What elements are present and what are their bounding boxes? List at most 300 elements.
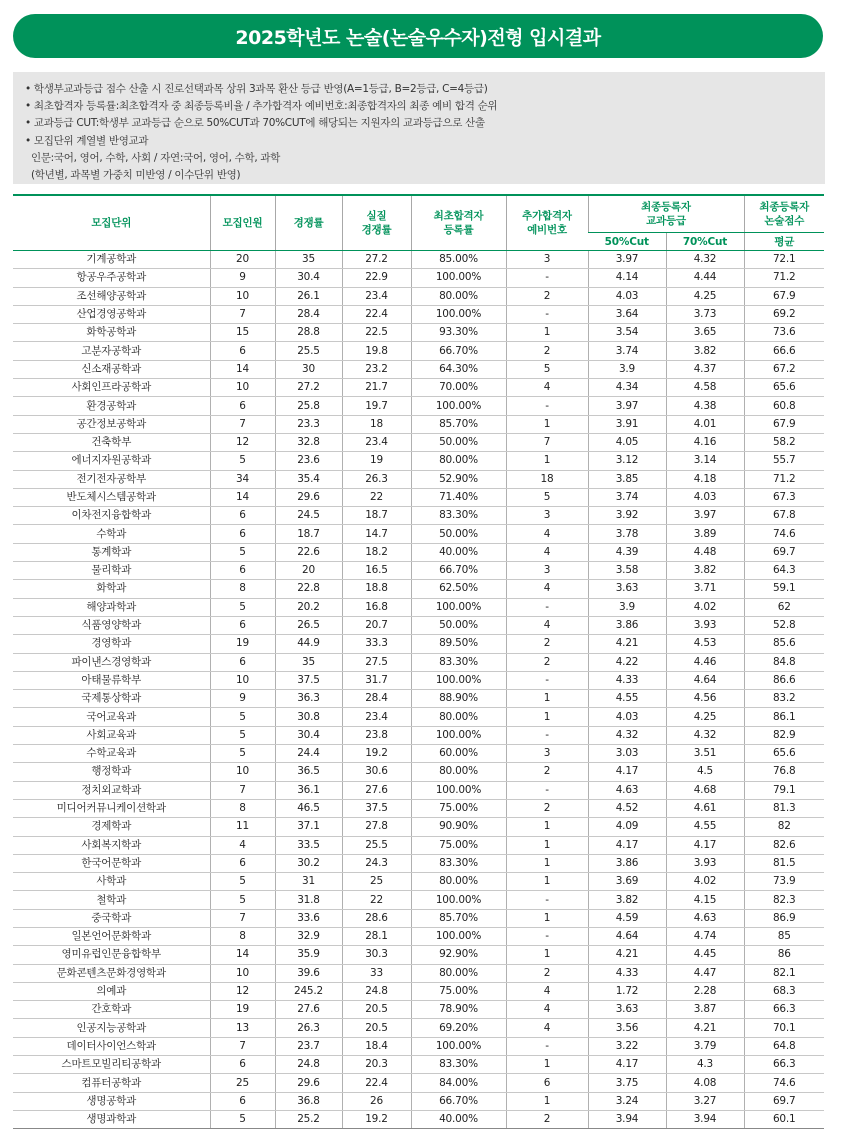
- table-cell: 100.00%: [411, 305, 506, 323]
- table-cell: 70.00%: [411, 379, 506, 397]
- table-row: [13, 525, 824, 543]
- table-cell: 일본언어문화학과: [13, 927, 210, 945]
- table-cell: 12: [210, 982, 275, 1000]
- table-cell: 철학과: [13, 891, 210, 909]
- table-cell: 100.00%: [411, 671, 506, 689]
- table-cell: 1: [506, 818, 588, 836]
- table-cell: 5: [506, 488, 588, 506]
- table-cell: 81.3: [744, 799, 824, 817]
- table-cell: 23.4: [342, 708, 411, 726]
- table-row: [13, 745, 824, 763]
- table-cell: 55.7: [744, 452, 824, 470]
- table-cell: 4.33: [588, 671, 666, 689]
- table-cell: 10: [210, 379, 275, 397]
- table-cell: 30.4: [275, 269, 342, 287]
- header-initial-registration: 최초합격자 등록률: [411, 195, 506, 251]
- table-cell: 화학공학과: [13, 324, 210, 342]
- table-cell: 67.2: [744, 360, 824, 378]
- table-cell: 83.2: [744, 690, 824, 708]
- table-cell: 4.53: [666, 635, 744, 653]
- table-cell: 28.8: [275, 324, 342, 342]
- table-row: [13, 982, 824, 1000]
- table-cell: 64.30%: [411, 360, 506, 378]
- table-cell: 69.7: [744, 1092, 824, 1110]
- table-cell: 23.4: [342, 287, 411, 305]
- table-row: [13, 287, 824, 305]
- table-cell: 30.3: [342, 946, 411, 964]
- header-extra-waitlist: 추가합격자 예비번호: [506, 195, 588, 251]
- table-row: [13, 818, 824, 836]
- table-cell: 22.9: [342, 269, 411, 287]
- table-cell: 100.00%: [411, 397, 506, 415]
- table-cell: 10: [210, 671, 275, 689]
- table-cell: 해양과학과: [13, 598, 210, 616]
- table-cell: 3.56: [588, 1019, 666, 1037]
- table-cell: 26.3: [342, 470, 411, 488]
- table-cell: 3.69: [588, 873, 666, 891]
- table-cell: 사회인프라공학과: [13, 379, 210, 397]
- table-cell: 3.63: [588, 580, 666, 598]
- table-cell: 40.00%: [411, 1110, 506, 1128]
- table-cell: 23.4: [342, 433, 411, 451]
- table-cell: 3: [506, 251, 588, 269]
- table-row: [13, 433, 824, 451]
- table-cell: 82.3: [744, 891, 824, 909]
- table-cell: 24.5: [275, 507, 342, 525]
- table-cell: 항공우주공학과: [13, 269, 210, 287]
- table-cell: -: [506, 781, 588, 799]
- table-cell: 9: [210, 690, 275, 708]
- table-cell: 100.00%: [411, 927, 506, 945]
- table-cell: 23.7: [275, 1037, 342, 1055]
- table-cell: 19: [210, 1001, 275, 1019]
- table-cell: 20.2: [275, 598, 342, 616]
- table-row: [13, 781, 824, 799]
- table-cell: 71.2: [744, 470, 824, 488]
- table-cell: 고분자공학과: [13, 342, 210, 360]
- table-cell: 32.8: [275, 433, 342, 451]
- table-cell: 30.4: [275, 726, 342, 744]
- table-cell: 3.71: [666, 580, 744, 598]
- table-cell: 3.86: [588, 854, 666, 872]
- table-cell: 36.5: [275, 763, 342, 781]
- table-cell: 26.1: [275, 287, 342, 305]
- table-cell: 74.6: [744, 525, 824, 543]
- table-cell: 에너지자원공학과: [13, 452, 210, 470]
- table-cell: 4: [506, 580, 588, 598]
- table-cell: 4.68: [666, 781, 744, 799]
- table-cell: 10: [210, 287, 275, 305]
- note-line: • 학생부교과등급 점수 산출 시 진로선택과목 상위 3과목 환산 등급 반영(A=1등급, B=2등급, C=4등급): [25, 83, 488, 95]
- table-cell: 수학과: [13, 525, 210, 543]
- table-cell: 3.94: [666, 1110, 744, 1128]
- table-row: [13, 927, 824, 945]
- table-cell: 23.2: [342, 360, 411, 378]
- table-cell: 6: [210, 653, 275, 671]
- table-cell: 66.3: [744, 1001, 824, 1019]
- table-cell: -: [506, 269, 588, 287]
- table-cell: 4.46: [666, 653, 744, 671]
- table-cell: 67.8: [744, 507, 824, 525]
- table-cell: 1: [506, 324, 588, 342]
- table-cell: 83.30%: [411, 854, 506, 872]
- table-cell: 4.52: [588, 799, 666, 817]
- table-cell: 82: [744, 818, 824, 836]
- table-row: [13, 708, 824, 726]
- table-cell: 22.4: [342, 1074, 411, 1092]
- table-cell: 66.70%: [411, 562, 506, 580]
- table-cell: 25: [342, 873, 411, 891]
- table-cell: 18.7: [342, 507, 411, 525]
- table-cell: 사회복지학과: [13, 836, 210, 854]
- table-cell: 9: [210, 269, 275, 287]
- table-cell: 64.8: [744, 1037, 824, 1055]
- table-cell: 58.2: [744, 433, 824, 451]
- table-cell: 2.28: [666, 982, 744, 1000]
- table-cell: 24.4: [275, 745, 342, 763]
- table-cell: 3.86: [588, 616, 666, 634]
- table-cell: 1: [506, 1092, 588, 1110]
- table-cell: 6: [210, 342, 275, 360]
- table-cell: 3.97: [666, 507, 744, 525]
- table-cell: 3.14: [666, 452, 744, 470]
- table-cell: 생명공학과: [13, 1092, 210, 1110]
- table-cell: 4.63: [666, 909, 744, 927]
- table-cell: 22.8: [275, 580, 342, 598]
- table-cell: 행정학과: [13, 763, 210, 781]
- table-row: [13, 1056, 824, 1074]
- table-cell: 산업경영공학과: [13, 305, 210, 323]
- header-cut50: 50%Cut: [588, 233, 666, 251]
- table-cell: 76.8: [744, 763, 824, 781]
- table-cell: 92.90%: [411, 946, 506, 964]
- table-cell: -: [506, 598, 588, 616]
- table-cell: 66.3: [744, 1056, 824, 1074]
- table-cell: 80.00%: [411, 964, 506, 982]
- table-cell: 7: [210, 305, 275, 323]
- table-cell: 3.91: [588, 415, 666, 433]
- table-cell: 69.2: [744, 305, 824, 323]
- table-row: [13, 616, 824, 634]
- table-cell: 전기전자공학부: [13, 470, 210, 488]
- table-row: [13, 415, 824, 433]
- table-cell: 22.4: [342, 305, 411, 323]
- table-cell: 이차전지융합학과: [13, 507, 210, 525]
- table-cell: 2: [506, 964, 588, 982]
- table-cell: 27.6: [342, 781, 411, 799]
- table-cell: 3.85: [588, 470, 666, 488]
- table-cell: 5: [210, 708, 275, 726]
- table-cell: 22.5: [342, 324, 411, 342]
- table-cell: 84.8: [744, 653, 824, 671]
- table-cell: 80.00%: [411, 452, 506, 470]
- table-cell: 100.00%: [411, 1037, 506, 1055]
- table-cell: 3.24: [588, 1092, 666, 1110]
- table-cell: 22: [342, 891, 411, 909]
- table-cell: 18: [506, 470, 588, 488]
- table-cell: 1: [506, 909, 588, 927]
- table-cell: 80.00%: [411, 763, 506, 781]
- table-cell: 35.9: [275, 946, 342, 964]
- table-cell: 3.63: [588, 1001, 666, 1019]
- table-row: [13, 854, 824, 872]
- table-cell: 7: [210, 1037, 275, 1055]
- table-cell: 35: [275, 653, 342, 671]
- table-cell: 정치외교학과: [13, 781, 210, 799]
- table-row: [13, 488, 824, 506]
- table-cell: 4.08: [666, 1074, 744, 1092]
- table-cell: 82.1: [744, 964, 824, 982]
- table-cell: 68.3: [744, 982, 824, 1000]
- table-cell: 4.33: [588, 964, 666, 982]
- table-cell: -: [506, 671, 588, 689]
- table-cell: 86.9: [744, 909, 824, 927]
- table-cell: 84.00%: [411, 1074, 506, 1092]
- note-line: 인문:국어, 영어, 수학, 사회 / 자연:국어, 영어, 수학, 과학: [31, 151, 281, 164]
- table-cell: 60.8: [744, 397, 824, 415]
- table-cell: 통계학과: [13, 543, 210, 561]
- table-row: [13, 251, 824, 269]
- table-cell: 82.9: [744, 726, 824, 744]
- table-cell: 3.51: [666, 745, 744, 763]
- table-row: [13, 653, 824, 671]
- table-cell: 3.03: [588, 745, 666, 763]
- table-cell: 6: [210, 397, 275, 415]
- table-cell: 85.6: [744, 635, 824, 653]
- table-cell: 85.70%: [411, 909, 506, 927]
- table-cell: 14: [210, 488, 275, 506]
- table-cell: 사학과: [13, 873, 210, 891]
- table-row: [13, 452, 824, 470]
- table-cell: 83.30%: [411, 1056, 506, 1074]
- results-table: [13, 194, 824, 1129]
- table-row: [13, 799, 824, 817]
- table-cell: 19.7: [342, 397, 411, 415]
- table-cell: 2: [506, 342, 588, 360]
- table-cell: 8: [210, 927, 275, 945]
- table-cell: 24.8: [342, 982, 411, 1000]
- table-cell: 37.1: [275, 818, 342, 836]
- table-cell: 32.9: [275, 927, 342, 945]
- table-cell: 3.82: [588, 891, 666, 909]
- table-cell: 2: [506, 1110, 588, 1128]
- table-cell: 3: [506, 745, 588, 763]
- table-cell: 4.25: [666, 708, 744, 726]
- table-cell: 3.54: [588, 324, 666, 342]
- table-cell: 18: [342, 415, 411, 433]
- table-cell: 24.3: [342, 854, 411, 872]
- table-cell: 4.58: [666, 379, 744, 397]
- table-cell: 52.90%: [411, 470, 506, 488]
- table-cell: 식품영양학과: [13, 616, 210, 634]
- table-cell: 아태물류학부: [13, 671, 210, 689]
- table-cell: 19: [210, 635, 275, 653]
- table-cell: 7: [210, 909, 275, 927]
- table-cell: 78.90%: [411, 1001, 506, 1019]
- table-cell: 6: [210, 616, 275, 634]
- table-cell: 30: [275, 360, 342, 378]
- table-cell: 4.09: [588, 818, 666, 836]
- table-row: [13, 305, 824, 323]
- table-cell: 27.2: [342, 251, 411, 269]
- header-final-grade: 최종등록자 교과등급: [588, 195, 744, 233]
- table-cell: 5: [506, 360, 588, 378]
- table-cell: -: [506, 305, 588, 323]
- table-cell: 67.9: [744, 415, 824, 433]
- table-cell: 20: [210, 251, 275, 269]
- table-cell: 19.8: [342, 342, 411, 360]
- table-cell: 6: [210, 1056, 275, 1074]
- table-cell: 1.72: [588, 982, 666, 1000]
- table-row: [13, 1110, 824, 1128]
- table-cell: 3.73: [666, 305, 744, 323]
- table-cell: 25.5: [342, 836, 411, 854]
- table-cell: 20.3: [342, 1056, 411, 1074]
- table-cell: 86.6: [744, 671, 824, 689]
- table-cell: 27.2: [275, 379, 342, 397]
- table-cell: 5: [210, 543, 275, 561]
- table-cell: 4.22: [588, 653, 666, 671]
- table-cell: 83.30%: [411, 653, 506, 671]
- table-cell: 3.93: [666, 616, 744, 634]
- table-cell: 20.7: [342, 616, 411, 634]
- table-cell: 4.21: [588, 635, 666, 653]
- table-cell: 4.59: [588, 909, 666, 927]
- table-cell: 3.89: [666, 525, 744, 543]
- table-cell: 27.5: [342, 653, 411, 671]
- table-cell: 수학교육과: [13, 745, 210, 763]
- table-row: [13, 1019, 824, 1037]
- table-cell: 4: [506, 379, 588, 397]
- table-cell: 4.55: [666, 818, 744, 836]
- table-cell: 4.48: [666, 543, 744, 561]
- table-cell: 100.00%: [411, 269, 506, 287]
- table-cell: 25.8: [275, 397, 342, 415]
- table-cell: 4.17: [588, 1056, 666, 1074]
- table-row: [13, 671, 824, 689]
- table-cell: 4.16: [666, 433, 744, 451]
- table-cell: 5: [210, 726, 275, 744]
- table-cell: 31: [275, 873, 342, 891]
- table-cell: 경영학과: [13, 635, 210, 653]
- table-cell: 1: [506, 415, 588, 433]
- table-cell: -: [506, 397, 588, 415]
- table-cell: 16.8: [342, 598, 411, 616]
- table-cell: 1: [506, 836, 588, 854]
- table-cell: 화학과: [13, 580, 210, 598]
- table-cell: 16.5: [342, 562, 411, 580]
- table-cell: 건축학부: [13, 433, 210, 451]
- table-cell: 5: [210, 891, 275, 909]
- table-cell: 1: [506, 452, 588, 470]
- table-cell: 69.7: [744, 543, 824, 561]
- table-row: [13, 836, 824, 854]
- table-cell: 4.56: [666, 690, 744, 708]
- table-row: [13, 562, 824, 580]
- table-cell: 4.5: [666, 763, 744, 781]
- table-cell: 4: [506, 982, 588, 1000]
- table-cell: 33.3: [342, 635, 411, 653]
- table-cell: 31.7: [342, 671, 411, 689]
- table-cell: 14: [210, 360, 275, 378]
- table-cell: 4.05: [588, 433, 666, 451]
- table-cell: 4.3: [666, 1056, 744, 1074]
- table-cell: 사회교육과: [13, 726, 210, 744]
- table-cell: 3.87: [666, 1001, 744, 1019]
- table-cell: 4.45: [666, 946, 744, 964]
- header-avg: 평균: [744, 233, 824, 251]
- notes-box: [13, 72, 825, 184]
- table-cell: 100.00%: [411, 891, 506, 909]
- table-cell: 4.32: [666, 251, 744, 269]
- table-cell: 85.00%: [411, 251, 506, 269]
- table-cell: 35: [275, 251, 342, 269]
- table-cell: 86.1: [744, 708, 824, 726]
- table-cell: 66.6: [744, 342, 824, 360]
- table-cell: 30.6: [342, 763, 411, 781]
- note-line: • 모집단위 계열별 반영교과: [25, 134, 149, 147]
- table-cell: 4: [506, 525, 588, 543]
- table-cell: 4.15: [666, 891, 744, 909]
- table-cell: 88.90%: [411, 690, 506, 708]
- table-cell: 100.00%: [411, 598, 506, 616]
- table-cell: 28.4: [342, 690, 411, 708]
- table-row: [13, 598, 824, 616]
- table-cell: 18.8: [342, 580, 411, 598]
- table-cell: 100.00%: [411, 781, 506, 799]
- table-cell: 3.97: [588, 251, 666, 269]
- table-cell: 1: [506, 854, 588, 872]
- table-row: [13, 507, 824, 525]
- table-cell: 85: [744, 927, 824, 945]
- table-cell: 30.8: [275, 708, 342, 726]
- table-cell: 4.25: [666, 287, 744, 305]
- table-cell: 33.6: [275, 909, 342, 927]
- table-cell: 4.17: [588, 836, 666, 854]
- table-cell: 66.70%: [411, 342, 506, 360]
- table-cell: 스마트모빌리티공학과: [13, 1056, 210, 1074]
- table-cell: 6: [210, 507, 275, 525]
- table-cell: 15: [210, 324, 275, 342]
- table-cell: 37.5: [275, 671, 342, 689]
- table-cell: 간호학과: [13, 1001, 210, 1019]
- table-cell: 10: [210, 964, 275, 982]
- table-cell: 국제통상학과: [13, 690, 210, 708]
- table-cell: 3.78: [588, 525, 666, 543]
- table-cell: 81.5: [744, 854, 824, 872]
- table-cell: 파이낸스경영학과: [13, 653, 210, 671]
- table-cell: 22: [342, 488, 411, 506]
- table-cell: 60.1: [744, 1110, 824, 1128]
- table-cell: 13: [210, 1019, 275, 1037]
- table-cell: 79.1: [744, 781, 824, 799]
- table-cell: 25: [210, 1074, 275, 1092]
- table-cell: 3.97: [588, 397, 666, 415]
- table-cell: 100.00%: [411, 726, 506, 744]
- table-cell: 4.17: [666, 836, 744, 854]
- table-cell: 82.6: [744, 836, 824, 854]
- table-cell: 생명과학과: [13, 1110, 210, 1128]
- note-line: • 교과등급 CUT:학생부 교과등급 순으로 50%CUT과 70%CUT에 해당되는 지원자의 교과등급으로 산출: [25, 117, 485, 130]
- table-cell: 85.70%: [411, 415, 506, 433]
- table-row: [13, 397, 824, 415]
- table-cell: 28.6: [342, 909, 411, 927]
- table-row: [13, 379, 824, 397]
- table-cell: 33.5: [275, 836, 342, 854]
- table-cell: 36.1: [275, 781, 342, 799]
- table-cell: 66.70%: [411, 1092, 506, 1110]
- table-cell: 62: [744, 598, 824, 616]
